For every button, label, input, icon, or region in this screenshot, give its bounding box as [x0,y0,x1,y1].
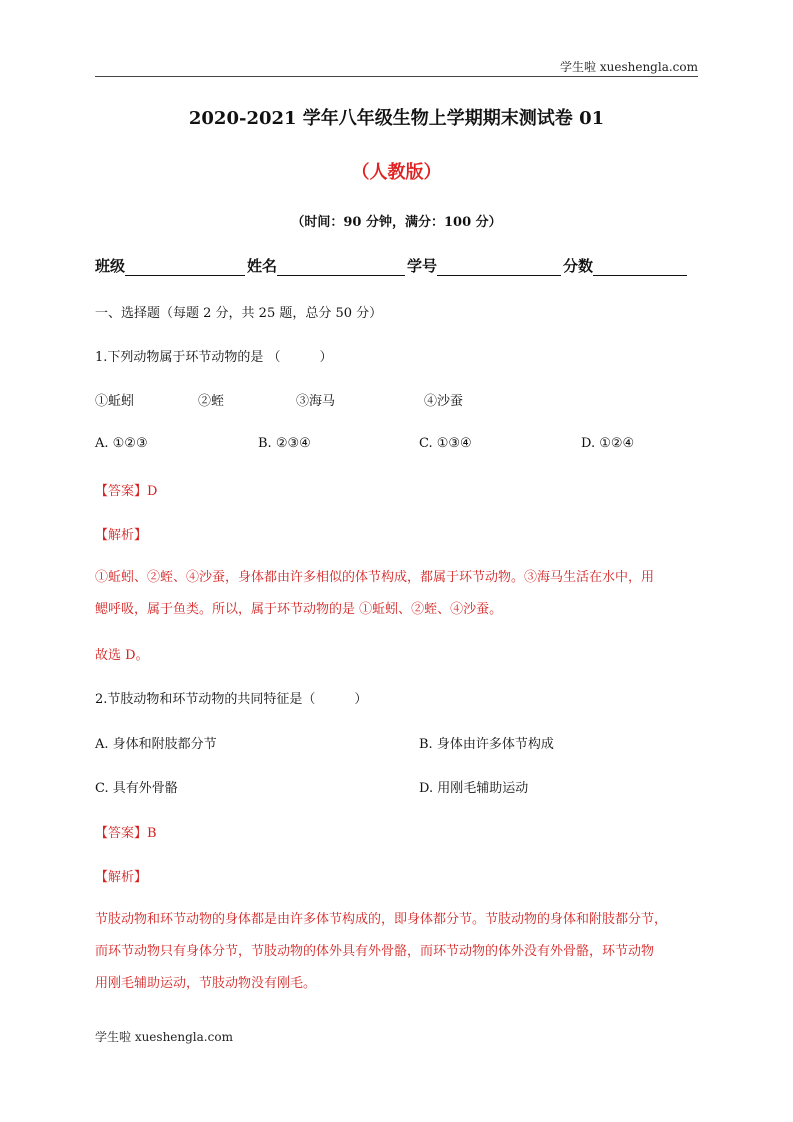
question-2-option-b: B. 身体由许多体节构成 [419,737,554,752]
question-1-item: ④沙蚕 [424,394,464,409]
question-2-option-d: D. 用刚毛辅助运动 [419,781,529,796]
number-blank[interactable] [437,259,561,276]
question-1-analysis-label: 【解析】 [95,528,148,543]
question-1-option-c: C. ①③④ [419,436,472,451]
question-2-answer: 【答案】B [95,826,157,841]
question-2-option-c: C. 具有外骨骼 [95,781,178,796]
question-1-stem: 1.下列动物属于环节动物的是 （ ） [95,350,333,365]
question-2-analysis-line: 而环节动物只有身体分节，节肢动物的体外具有外骨骼，而环节动物的体外没有外骨骼，环节动物 [95,944,655,959]
student-info-fields [95,255,689,276]
class-label: 班级 [95,257,126,275]
footer-site: 学生啦 xueshengla.com [95,1030,233,1044]
name-blank[interactable] [277,259,405,276]
page-title: 2020-2021 学年八年级生物上学期期末测试卷 01 [188,108,605,129]
question-1-option-b: B. ②③④ [258,436,311,451]
question-2-analysis-label: 【解析】 [95,870,148,885]
section-heading: 一、选择题（每题 2 分，共 25 题，总分 50 分） [95,306,383,321]
question-1-answer: 【答案】D [95,484,158,499]
question-1-analysis-line: 鳃呼吸，属于鱼类。所以，属于环节动物的是 ①蚯蚓、②蛭、④沙蚕。 [95,602,503,617]
question-1-item: ①蚯蚓 [95,394,135,409]
number-label: 学号 [407,257,438,275]
header-site: 学生啦 xueshengla.com [560,60,698,74]
name-label: 姓名 [247,257,278,275]
header-divider [95,76,698,77]
question-1-item: ②蛭 [198,394,225,409]
question-2-analysis-line: 节肢动物和环节动物的身体都是由许多体节构成的，即身体都分节。节肢动物的身体和附肢都分节， [95,912,668,927]
question-1-conclusion: 故选 D。 [95,648,149,663]
exam-note: （时间：90 分钟，满分：100 分） [291,215,502,230]
score-label: 分数 [563,257,594,275]
question-1-option-a: A. ①②③ [95,436,148,451]
class-blank[interactable] [125,259,245,276]
question-2-stem: 2.节肢动物和环节动物的共同特征是（ ） [95,692,368,707]
page-subtitle: （人教版） [351,162,442,183]
question-1-item: ③海马 [296,394,336,409]
question-1-option-d: D. ①②④ [581,436,635,451]
question-1-analysis-line: ①蚯蚓、②蛭、④沙蚕，身体都由许多相似的体节构成，都属于环节动物。③海马生活在水中，用 [95,570,655,585]
score-blank[interactable] [593,259,687,276]
question-2-analysis-line: 用刚毛辅助运动，节肢动物没有刚毛。 [95,976,317,991]
question-2-option-a: A. 身体和附肢都分节 [95,737,217,752]
